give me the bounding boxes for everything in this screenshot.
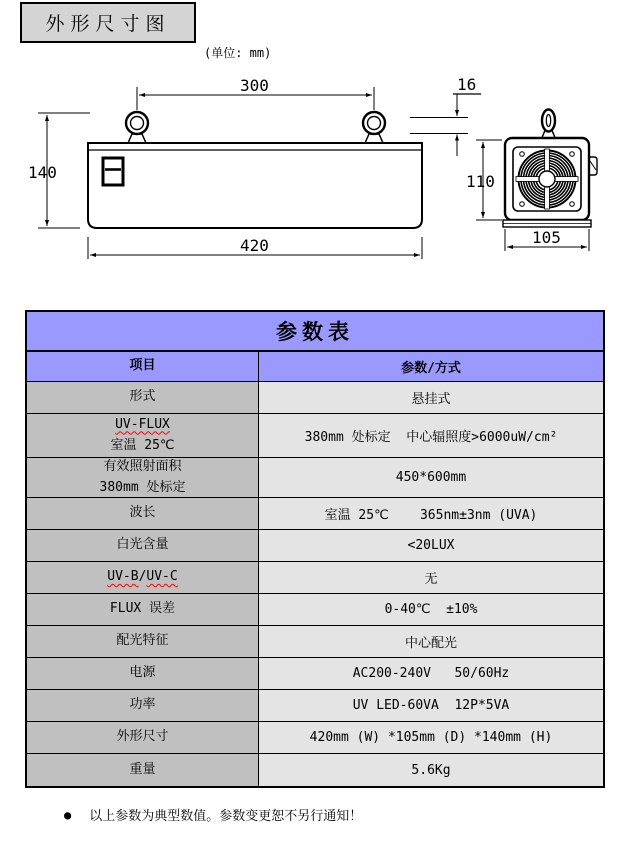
table-header-row — [27, 352, 603, 382]
dim-label-110: 110 — [466, 172, 495, 191]
spellchecked-text: UV-C — [146, 569, 178, 585]
row-item: 配光特征 — [27, 626, 259, 657]
row-item: 波长 — [27, 498, 259, 529]
table-row — [27, 530, 603, 562]
row-value: AC200-240V 50/60Hz — [259, 658, 603, 689]
unit-note: (单位: mm) — [204, 46, 272, 60]
table-row — [27, 658, 603, 690]
row-value: 5.6Kg — [259, 754, 603, 786]
dim-label-140: 140 — [28, 163, 57, 182]
footer-note-text: 以上参数为典型数值。参数变更恕不另行通知！ — [89, 809, 363, 824]
spellchecked-text: UV-FLUX — [115, 416, 170, 432]
outline-dimension-drawing — [0, 0, 640, 300]
side-hook-icon — [541, 110, 556, 141]
spellchecked-text: UV-B — [107, 569, 139, 585]
table-row — [27, 414, 603, 458]
row-value: UV LED-60VA 12P*5VA — [259, 690, 603, 721]
row-value: 0-40℃ ±10% — [259, 594, 603, 625]
table-row — [27, 754, 603, 786]
row-value: 450*600mm — [259, 458, 603, 497]
row-item: 形式 — [27, 382, 259, 413]
footer-note — [64, 805, 362, 824]
table-row — [27, 626, 603, 658]
row-value: 室温 25℃ 365nm±3nm (UVA) — [259, 498, 603, 529]
row-item: 白光含量 — [27, 530, 259, 561]
table-row — [27, 594, 603, 626]
dim-label-16: 16 — [457, 75, 477, 94]
row-item: 外形尺寸 — [27, 722, 259, 753]
row-value: 无 — [259, 562, 603, 593]
row-item: 有效照射面积 380mm 处标定 — [27, 458, 259, 497]
table-row — [27, 690, 603, 722]
row-item: UV-FLUX 室温 25℃ — [27, 414, 259, 457]
row-item: 重量 — [27, 754, 259, 786]
dim-label-420: 420 — [240, 236, 269, 255]
row-value: 420mm (W) *105mm (D) *140mm (H) — [259, 722, 603, 753]
row-item: 电源 — [27, 658, 259, 689]
dim-label-300: 300 — [240, 76, 269, 95]
row-item: FLUX 误差 — [27, 594, 259, 625]
front-view-drawing — [28, 75, 481, 259]
table-row — [27, 458, 603, 498]
row-value: 380mm 处标定 中心辐照度>6000uW/cm² — [259, 414, 603, 457]
drawing-title-label: 外形尺寸图 — [45, 13, 171, 35]
row-item: UV-B/UV-C — [27, 562, 259, 593]
eyebolt-right-icon — [363, 112, 385, 143]
eyebolt-left-icon — [126, 112, 148, 143]
lamp-body-outline — [88, 143, 422, 228]
bullet-icon: ● — [64, 807, 72, 822]
row-value: 悬挂式 — [259, 382, 603, 413]
side-view-drawing — [466, 110, 597, 252]
parameter-table — [25, 310, 605, 788]
col-header-value: 参数/方式 — [259, 352, 603, 381]
row-value: 中心配光 — [259, 626, 603, 657]
row-item: 功率 — [27, 690, 259, 721]
table-title: 参数表 — [27, 312, 603, 352]
table-row — [27, 722, 603, 754]
table-row — [27, 382, 603, 414]
table-row — [27, 562, 603, 594]
col-header-item: 项目 — [27, 352, 259, 381]
dim-label-105: 105 — [532, 228, 561, 247]
table-row — [27, 498, 603, 530]
row-value: <20LUX — [259, 530, 603, 561]
